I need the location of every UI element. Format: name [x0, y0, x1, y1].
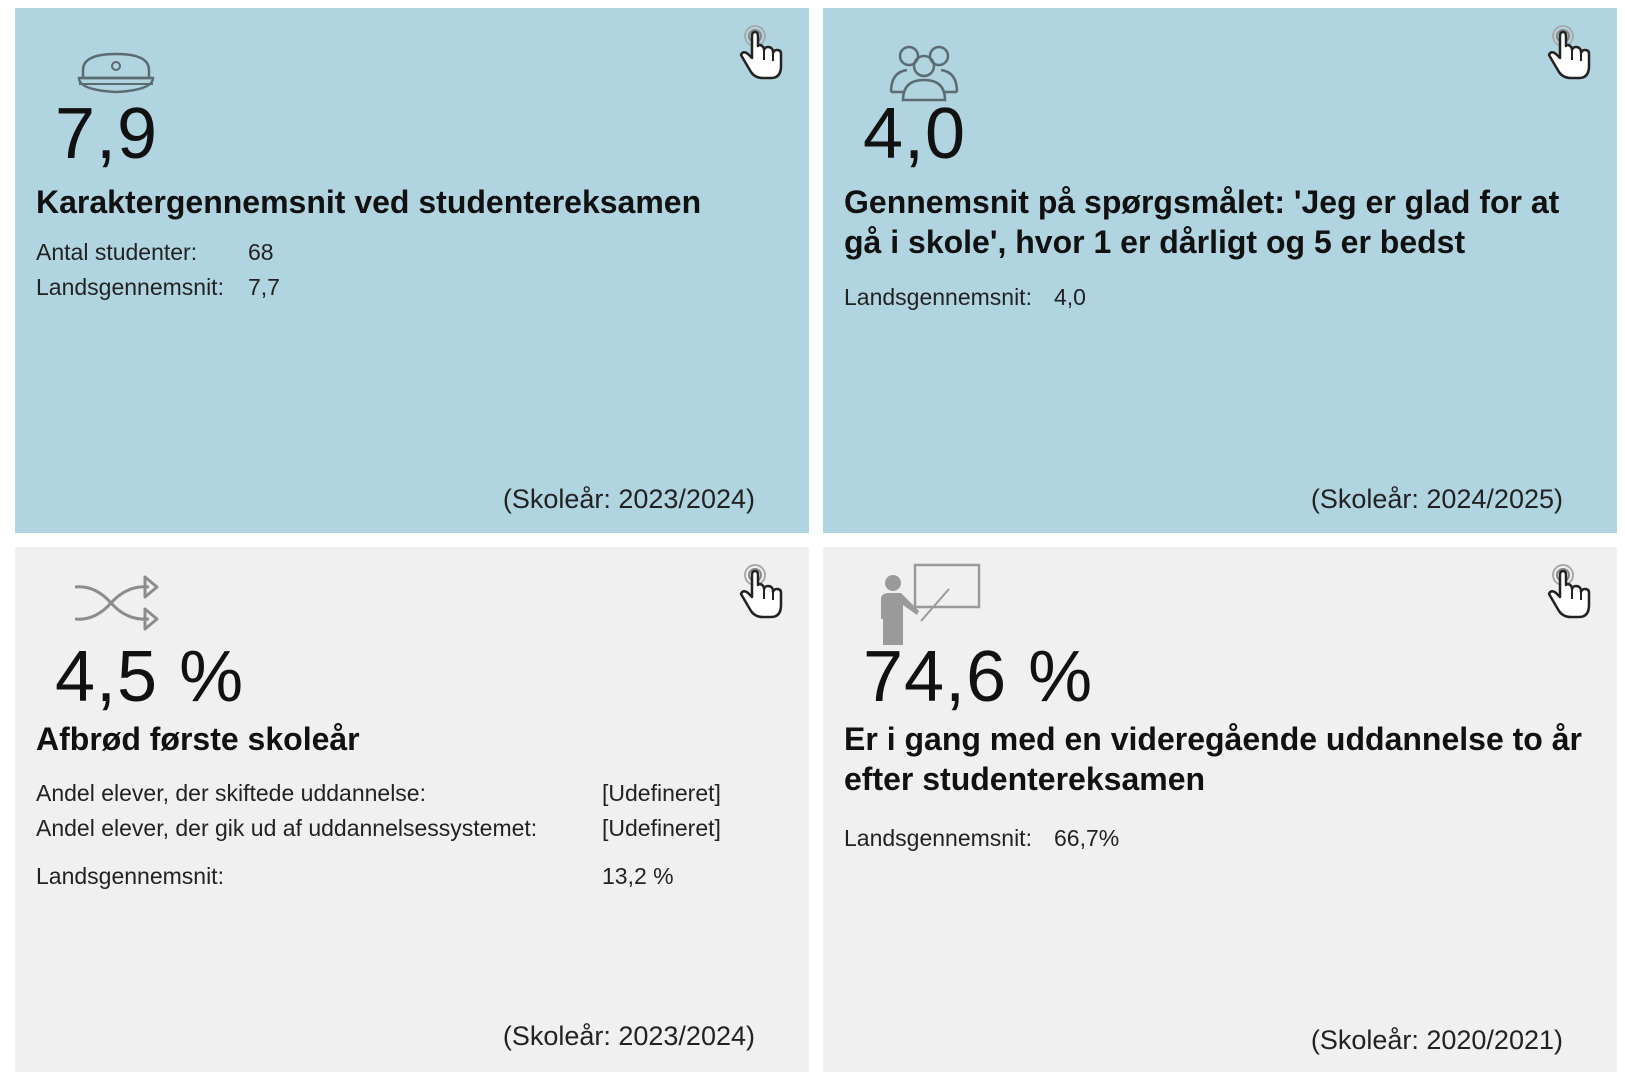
stats-list — [36, 776, 721, 894]
stat-value: [Udefineret] — [602, 780, 721, 806]
card-higher-education[interactable] — [823, 547, 1617, 1072]
kpi-value: 4,0 — [863, 94, 967, 174]
tap-hand-icon[interactable] — [1545, 22, 1593, 82]
stat-row-students — [36, 235, 280, 270]
kpi-value: 4,5 % — [55, 637, 245, 717]
stats-list — [36, 235, 280, 305]
tap-hand-icon[interactable] — [1545, 561, 1593, 621]
teacher-whiteboard-icon — [873, 559, 983, 649]
stat-value: 66,7% — [1054, 825, 1120, 851]
tap-hand-icon[interactable] — [737, 561, 785, 621]
school-year: (Skoleår: 2020/2021) — [1310, 1025, 1563, 1055]
tap-hand-icon[interactable] — [737, 22, 785, 82]
card-title: Gennemsnit på spørgsmålet: 'Jeg er glad for at gå i skole', hvor 1 er dårligt og 5 er bedst — [844, 184, 1560, 260]
stat-row-national-average — [844, 821, 1119, 856]
card-grade-average[interactable] — [15, 8, 809, 533]
card-school-wellbeing[interactable] — [823, 8, 1617, 533]
school-year: (Skoleår: 2023/2024) — [502, 484, 755, 514]
stat-value: 68 — [248, 239, 274, 265]
stat-value: 7,7 — [248, 274, 280, 300]
school-year: (Skoleår: 2023/2024) — [502, 1021, 755, 1051]
stats-list — [844, 821, 1119, 856]
stat-label: Andel elever, der skiftede uddannelse: — [36, 780, 426, 806]
shuffle-arrows-icon — [71, 565, 161, 641]
stat-value: 4,0 — [1054, 284, 1086, 310]
kpi-value: 7,9 — [55, 94, 159, 174]
stats-list — [844, 280, 1086, 315]
stat-row-national-average — [844, 280, 1086, 315]
card-title: Er i gang med en videregående uddannelse to år efter studentereksamen — [844, 721, 1582, 797]
card-title: Karaktergennemsnit ved studentereksamen — [36, 184, 702, 220]
kpi-value: 74,6 % — [863, 637, 1094, 717]
stat-label: Landsgennemsnit: — [844, 284, 1032, 310]
stat-label: Landsgennemsnit: — [36, 863, 224, 889]
stat-value: [Udefineret] — [602, 815, 721, 841]
card-title: Afbrød første skoleår — [36, 721, 360, 757]
card-dropout-first-year[interactable] — [15, 547, 809, 1072]
stat-row-national-average — [36, 859, 721, 894]
stat-row-changed-education — [36, 776, 721, 811]
stat-value: 13,2 % — [602, 863, 674, 889]
stat-label: Andel elever, der gik ud af uddannelsessystemet: — [36, 815, 538, 841]
stat-label: Landsgennemsnit: — [36, 274, 224, 300]
stat-label: Antal studenter: — [36, 239, 198, 265]
school-year: (Skoleår: 2024/2025) — [1310, 484, 1563, 514]
stat-label: Landsgennemsnit: — [844, 825, 1032, 851]
stat-row-left-education-system — [36, 811, 721, 846]
stat-row-national-average — [36, 270, 280, 305]
